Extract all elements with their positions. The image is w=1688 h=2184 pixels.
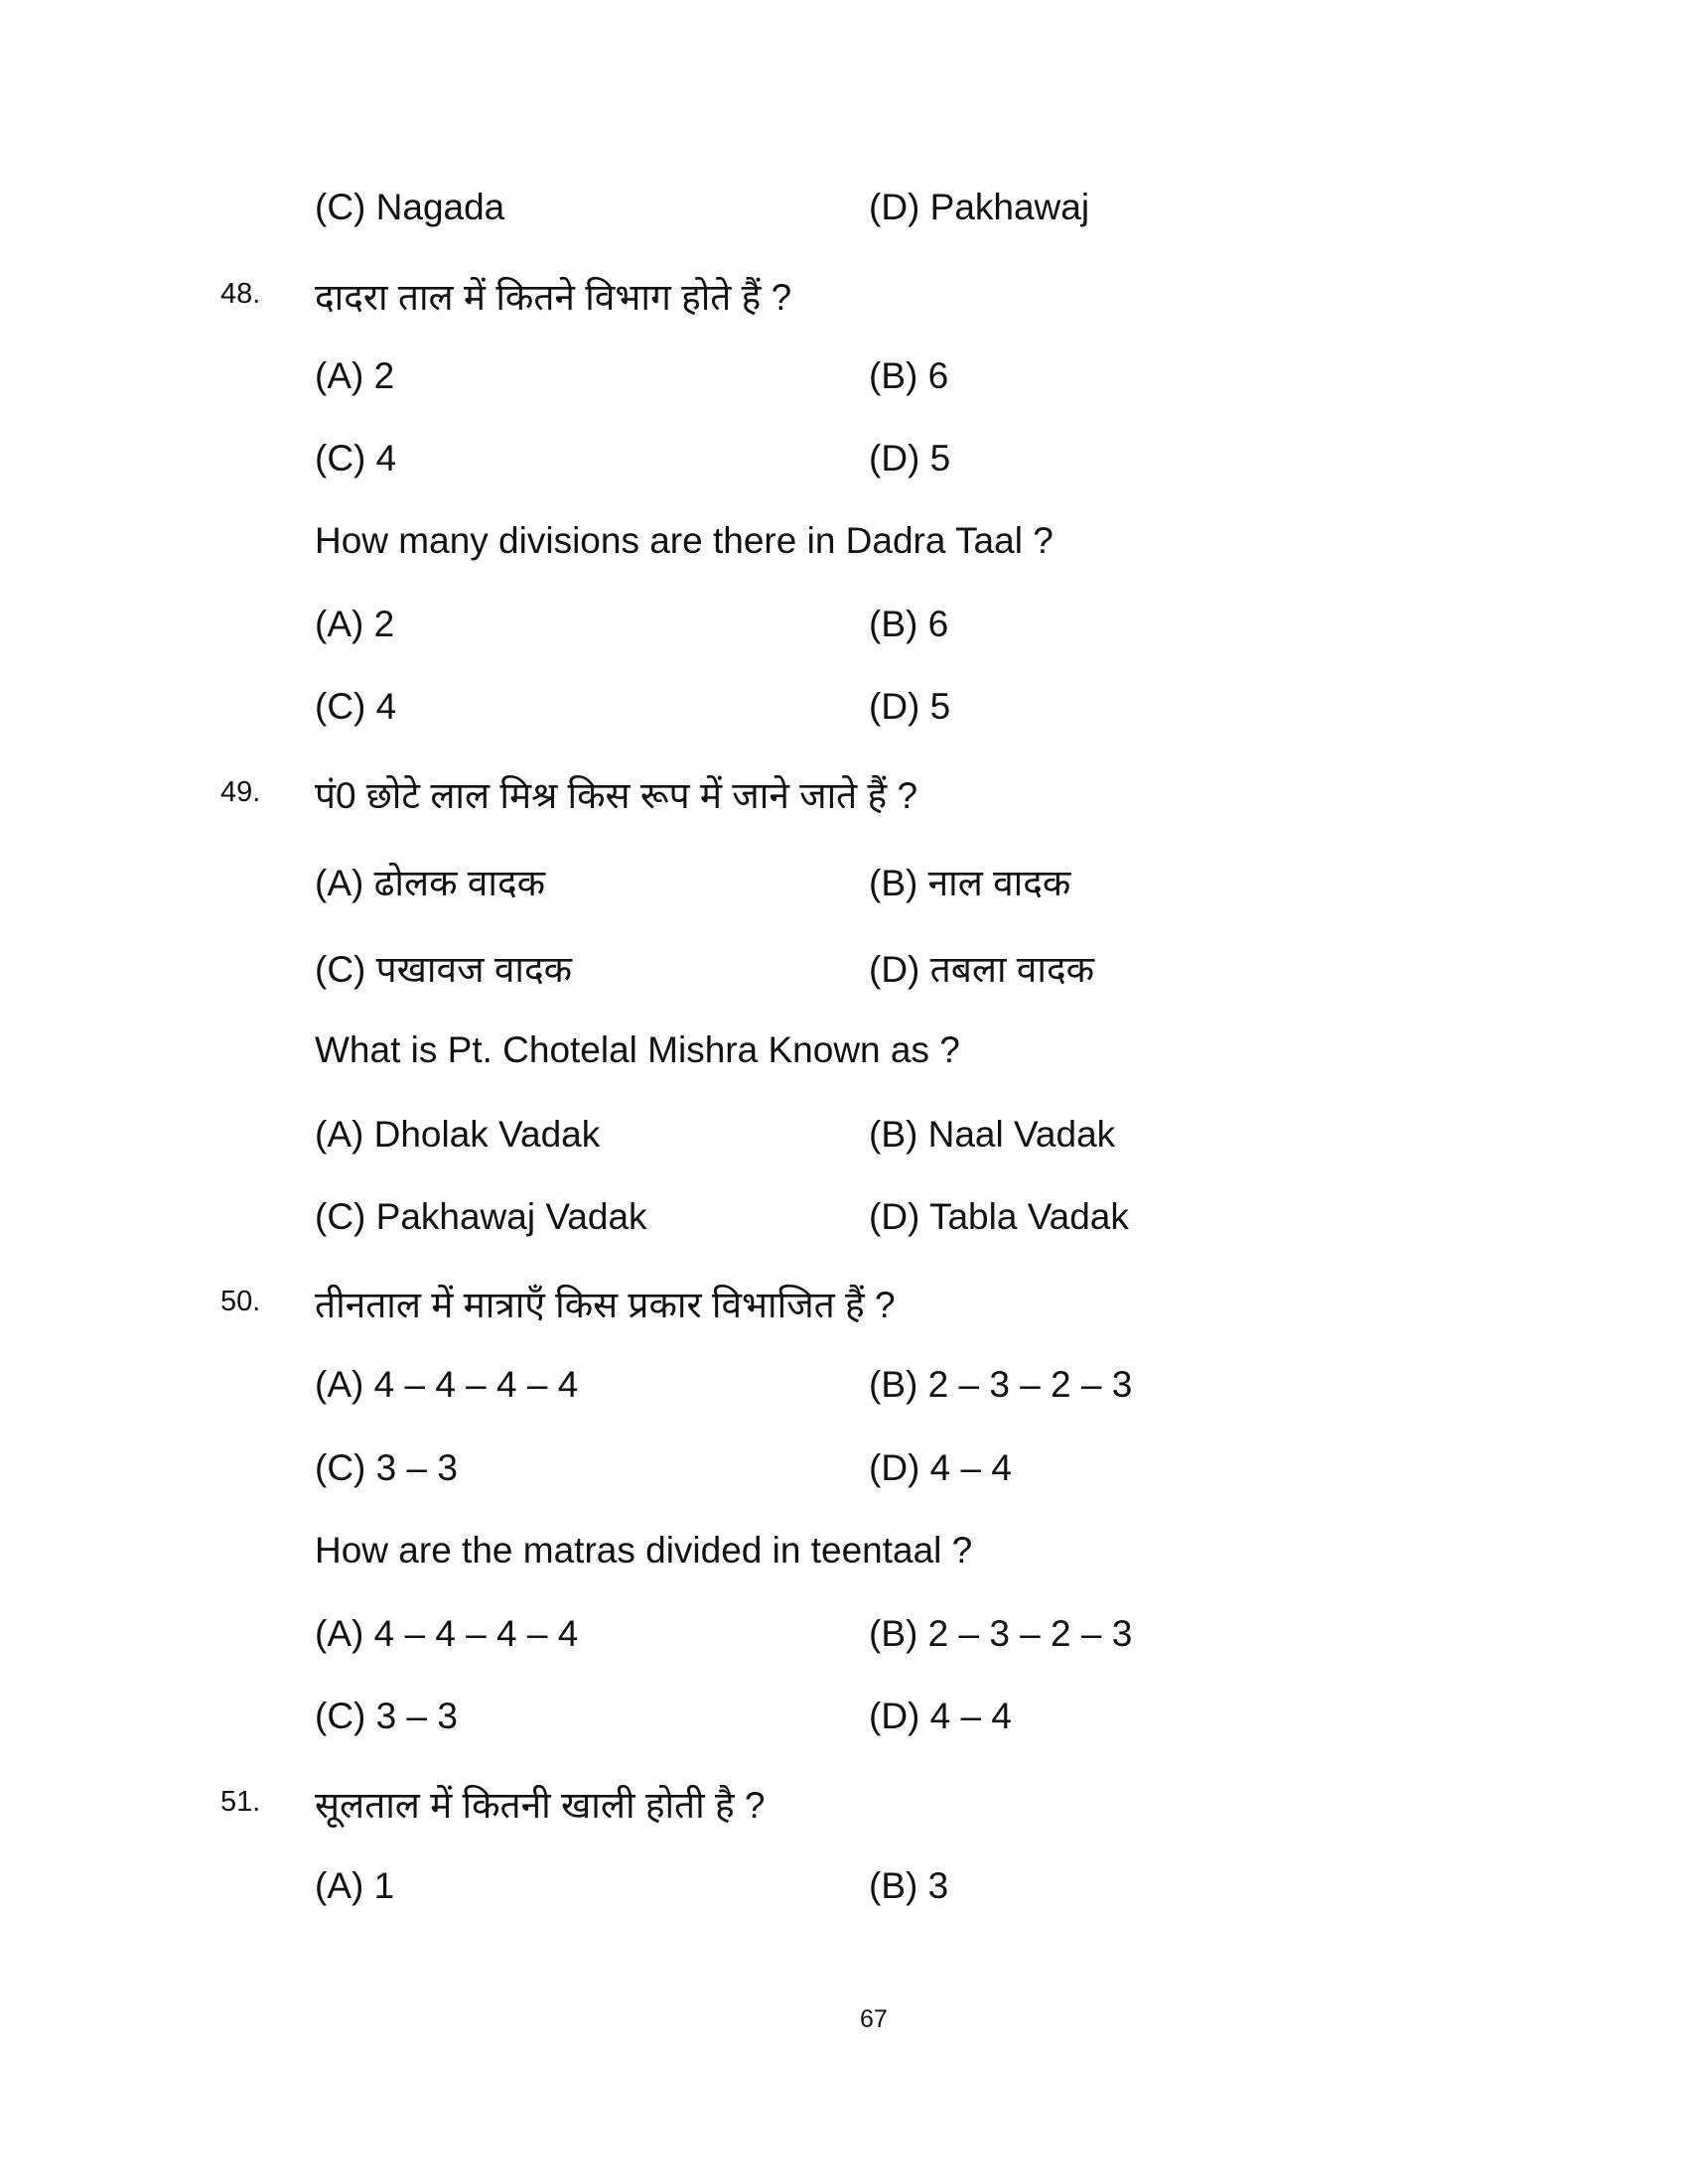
options-row [0, 355, 1688, 405]
answer-option: (A) Dholak Vadak [315, 1114, 601, 1155]
question-text: सूलताल में कितनी खाली होती है ? [315, 1785, 766, 1826]
question-row [0, 1530, 1688, 1579]
question-row [0, 1278, 1688, 1327]
answer-option: (B) 6 [869, 604, 949, 644]
options-row [0, 1114, 1688, 1163]
question-row [0, 768, 1688, 818]
answer-option: (D) 4 – 4 [869, 1696, 1012, 1736]
options-row [0, 1447, 1688, 1497]
answer-option: (D) Tabla Vadak [869, 1196, 1129, 1237]
answer-option: (D) 5 [869, 438, 951, 478]
answer-option: (C) 4 [315, 438, 397, 478]
answer-option: (D) तबला वादक [869, 949, 1095, 990]
answer-option: (C) Nagada [315, 187, 505, 227]
page-number: 67 [860, 2005, 888, 2033]
options-row [0, 856, 1688, 905]
question-number: 48. [220, 278, 261, 310]
answer-option: (A) 4 – 4 – 4 – 4 [315, 1613, 579, 1654]
question-row [0, 520, 1688, 570]
answer-option: (A) ढोलक वादक [315, 863, 546, 903]
question-text: How are the matras divided in teentaal ? [315, 1530, 973, 1570]
answer-option: (C) 4 [315, 686, 397, 727]
answer-option: (A) 2 [315, 604, 395, 644]
options-row [0, 1364, 1688, 1414]
options-row [0, 604, 1688, 653]
answer-option: (B) 6 [869, 355, 949, 396]
options-row [0, 1196, 1688, 1246]
question-text: दादरा ताल में कितने विभाग होते हैं ? [315, 277, 792, 318]
options-row [0, 187, 1688, 236]
question-row [0, 270, 1688, 320]
question-text: How many divisions are there in Dadra Taal ? [315, 520, 1054, 561]
answer-option: (B) 3 [869, 1865, 949, 1906]
answer-option: (C) 3 – 3 [315, 1696, 458, 1736]
question-row [0, 1029, 1688, 1079]
question-text: पं0 छोटे लाल मिश्र किस रूप में जाने जाते हैं ? [315, 775, 918, 816]
answer-option: (B) 2 – 3 – 2 – 3 [869, 1364, 1133, 1405]
answer-option: (B) 2 – 3 – 2 – 3 [869, 1613, 1133, 1654]
answer-option: (C) पखावज वादक [315, 949, 573, 990]
answer-option: (C) Pakhawaj Vadak [315, 1196, 647, 1237]
answer-option: (C) 3 – 3 [315, 1447, 458, 1488]
question-number: 50. [220, 1286, 261, 1317]
options-row [0, 942, 1688, 992]
question-number: 51. [220, 1786, 261, 1818]
answer-option: (D) 4 – 4 [869, 1447, 1012, 1488]
options-row [0, 686, 1688, 736]
options-row [0, 1865, 1688, 1915]
question-text: तीनताल में मात्राएँ किस प्रकार विभाजित हैं ? [315, 1285, 896, 1325]
answer-option: (A) 2 [315, 355, 395, 396]
question-number: 49. [220, 776, 261, 808]
answer-option: (B) नाल वादक [869, 863, 1071, 903]
question-text: What is Pt. Chotelal Mishra Known as ? [315, 1029, 960, 1070]
answer-option: (D) Pakhawaj [869, 187, 1090, 227]
answer-option: (B) Naal Vadak [869, 1114, 1116, 1155]
options-row [0, 438, 1688, 487]
answer-option: (A) 4 – 4 – 4 – 4 [315, 1364, 579, 1405]
answer-option: (A) 1 [315, 1865, 395, 1906]
answer-option: (D) 5 [869, 686, 951, 727]
question-row [0, 1778, 1688, 1828]
options-row [0, 1613, 1688, 1663]
options-row [0, 1696, 1688, 1745]
